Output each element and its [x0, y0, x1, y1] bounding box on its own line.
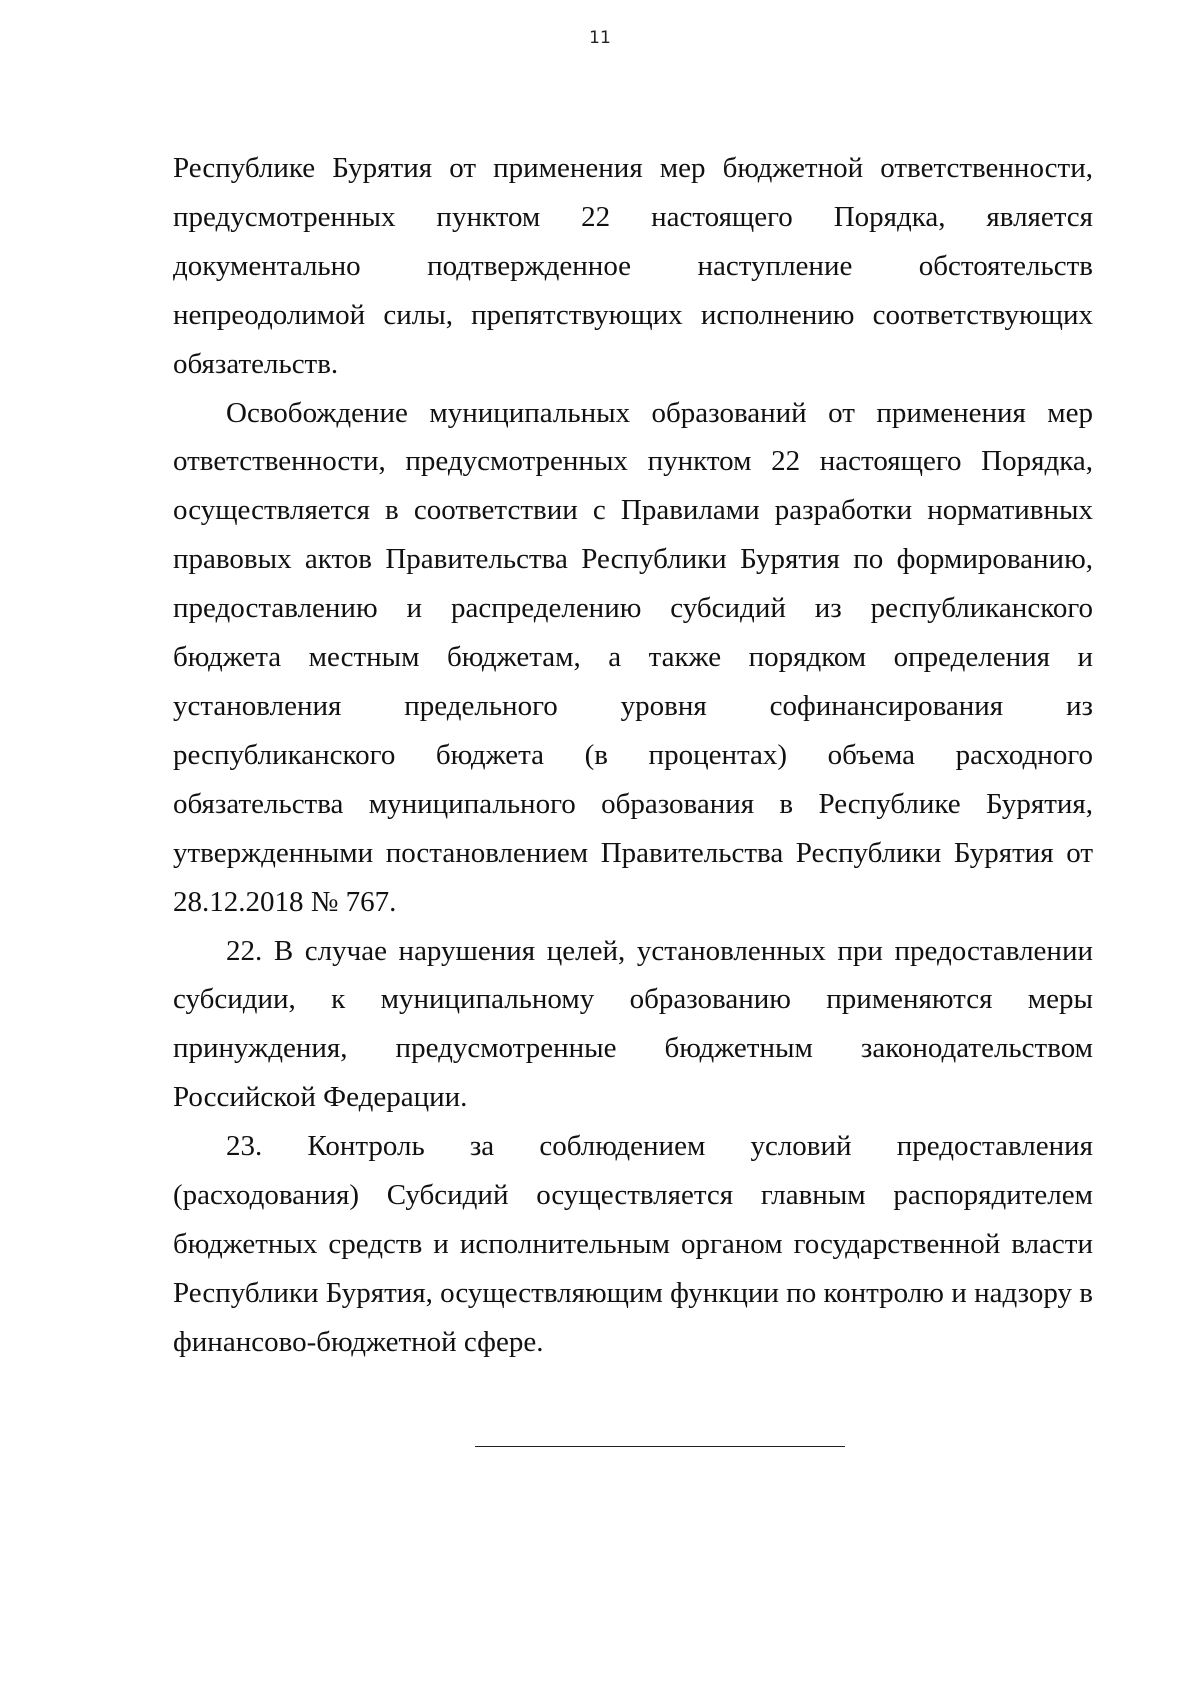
paragraph-clause-22: 22. В случае нарушения целей, установленных при предоставлении субсидии, к муниципальному образованию применяются меры принуждения, предусмотренные бюджетным законодательством Российской Федерации.	[173, 934, 1093, 1114]
page-number: 11	[589, 28, 611, 48]
end-of-document-rule	[475, 1446, 845, 1447]
document-body	[173, 144, 1093, 1367]
paragraph-continuation: Республике Бурятия от применения мер бюджетной ответственности, предусмотренных пунктом 22 настоящего Порядка, является документально подтвержденное наступление обстоятельств непреодолимой силы, препятствующих исполнению соответствующих обязательств.	[173, 152, 1093, 380]
paragraph-clause-23: 23. Контроль за соблюдением условий предоставления (расходования) Субсидий осуществляется главным распорядителем бюджетных средств и исполнительным органом государственной власти Республики Бурятия, осуществляющим функции по контролю и надзору в финансово-бюджетной сфере.	[173, 1130, 1093, 1358]
paragraph-exemption: Освобождение муниципальных образований от применения мер ответственности, предусмотренных пунктом 22 настоящего Порядка, осуществляется в соответствии с Правилами разработки нормативных правовых актов Правительства Республики Бурятия по формированию, предоставлению и распределению субсидий из республиканского бюджета местным бюджетам, а также порядком определения и установления предельного уровня софинансирования из республиканского бюджета (в процентах) объема расходного обязательства муниципального образования в Республике Бурятия, утвержденными постановлением Правительства Республики Бурятия от 28.12.2018 № 767.	[173, 396, 1093, 918]
